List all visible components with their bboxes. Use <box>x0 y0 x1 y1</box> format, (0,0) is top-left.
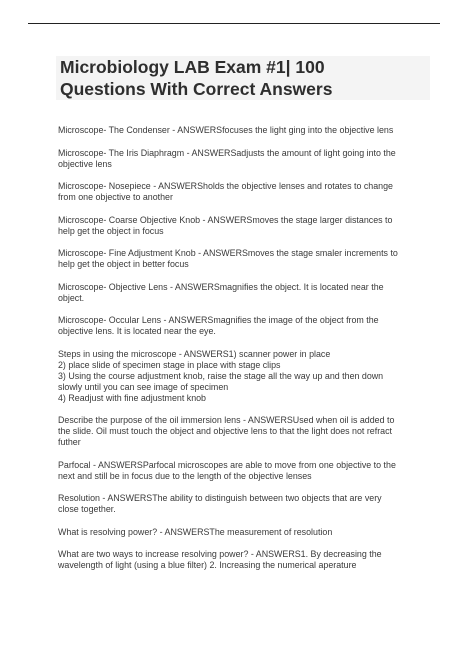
qa-line: slowly until you can see image of specimen <box>58 381 229 392</box>
document-title <box>60 56 430 100</box>
qa-entry <box>58 148 430 170</box>
qa-line: What is resolving power? - ANSWERSThe measurement of resolution <box>58 526 333 537</box>
qa-line: 4) Readjust with fine adjustment knob <box>58 392 206 403</box>
qa-line: 3) Using the course adjustment knob, raise the stage all the way up and then down <box>58 370 384 381</box>
qa-line: close together. <box>58 504 116 514</box>
qa-line: Microscope- Occular Lens - ANSWERSmagnifies the image of the object from the <box>58 315 379 325</box>
qa-line: Steps in using the microscope - ANSWERS1) scanner power in place <box>58 348 331 359</box>
qa-line: Microscope- Objective Lens - ANSWERSmagnifies the object. It is located near the <box>58 281 384 292</box>
qa-line: help get the object in focus <box>58 225 164 236</box>
qa-entry <box>58 215 430 237</box>
qa-entry <box>58 248 430 270</box>
qa-line: Microscope- Coarse Objective Knob - ANSWERSmoves the stage larger distances to <box>58 214 393 225</box>
qa-line: next and still be in focus due to the length of the objective lenses <box>58 470 312 481</box>
qa-line: Parfocal - ANSWERSParfocal microscopes are able to move from one objective to the <box>58 459 396 470</box>
qa-line: Microscope- The Condenser - ANSWERSfocuses the light ging into the objective lens <box>58 125 394 135</box>
qa-line: the slide. Oil must touch the object and objective lens to that the light does not refract <box>58 426 392 436</box>
qa-line: 2) place slide of specimen stage in place with stage clips <box>58 359 281 370</box>
qa-line: Microscope- Nosepiece - ANSWERSholds the objective lenses and rotates to change <box>58 181 393 191</box>
qa-line: wavelength of light (using a blue filter) 2. Increasing the numerical aperature <box>58 560 357 570</box>
title-line: Questions With Correct Answers <box>60 79 333 99</box>
qa-line: from one objective to another <box>58 192 173 202</box>
qa-list <box>58 125 430 583</box>
qa-entry <box>58 315 430 337</box>
qa-entry <box>58 415 430 448</box>
qa-line: objective lens. It is located near the eye. <box>58 326 216 336</box>
qa-entry <box>58 125 430 136</box>
title-line: Microbiology LAB Exam #1| 100 <box>60 57 325 77</box>
qa-entry <box>58 181 430 203</box>
top-divider <box>28 23 440 24</box>
qa-entry <box>58 493 430 515</box>
qa-entry <box>58 349 430 404</box>
qa-entry <box>58 282 430 304</box>
qa-line: Describe the purpose of the oil immersion lens - ANSWERSUsed when oil is added to <box>58 415 395 425</box>
qa-line: objective lens <box>58 158 112 169</box>
qa-line: Resolution - ANSWERSThe ability to distinguish between two objects that are very <box>58 493 382 503</box>
qa-line: Microscope- Fine Adjustment Knob - ANSWERSmoves the stage smaler increments to <box>58 248 398 258</box>
qa-entry <box>58 460 430 482</box>
qa-entry <box>58 549 430 571</box>
qa-line: object. <box>58 292 85 303</box>
qa-entry <box>58 527 430 538</box>
qa-line: Microscope- The Iris Diaphragm - ANSWERSadjusts the amount of light going into the <box>58 147 396 158</box>
qa-line: futher <box>58 437 81 447</box>
qa-line: help get the object in better focus <box>58 259 189 269</box>
qa-line: What are two ways to increase resolving power? - ANSWERS1. By decreasing the <box>58 549 382 559</box>
